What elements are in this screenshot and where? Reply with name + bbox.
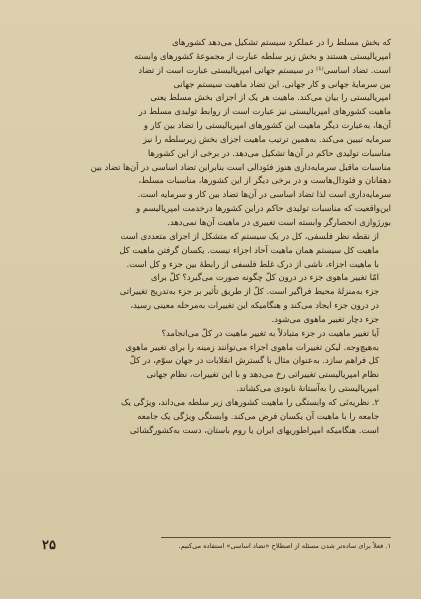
text-line: نظام امپریالیستی تغییراتی رخ می‌دهد و با این تغییرات، نظام جهانی	[146, 369, 379, 380]
text-line: جزء به‌منزلهٔ محیط فراگیر است. کلّ از طریق تأثیر بر جزء به‌تدریج تغییراتی	[119, 286, 379, 297]
text-line: است. هنگامیکه امپراطوریهای ایران یا روم باستان، دست به‌کشورگشائی	[129, 424, 379, 435]
text-line: ماهیت کل سیستم همان ماهیت آحاد اجزاء نیست. یکسان گرفتن ماهیت کل	[119, 244, 379, 255]
paragraph	[30, 271, 391, 326]
text-line: از نقطه نظر فلسفی، کل در یک سیستم که متشکل از اجزای متعددی است	[120, 230, 379, 241]
body-text	[30, 36, 391, 437]
text-line: جامعه را با ماهیت آن یکسان فرض می‌کند. وابستگی ویژگی یک جامعه	[137, 410, 379, 421]
text-line: کل فراهم سازد. به‌عنوان مثال با گسترش انقلابات در جهان سوّم، در کلّ	[129, 355, 379, 366]
text-line: است. تضاد اساسی⁽¹⁾ در سیستم جهانی امپریالیستی عبارت است از تضاد	[138, 64, 391, 75]
text-line: ماهیت کشورهای امپریالیستی نیز عبارت است از روابط تولیدی مسلط در	[138, 106, 391, 117]
text-line: سرمایه‌داری است لذا تضاد اساسی در آن‌ها تضاد بین کار و سرمایه است.	[137, 189, 391, 200]
text-line: در درون جزء ایجاد می‌کند و هنگامیکه این تغییرات به‌مرحله معینی رسید،	[130, 300, 379, 311]
text-line: ۲. نظریه‌ئی که وابستگی را ماهیت کشورهای زیر سلطه می‌داند، ویژگی یک	[120, 396, 379, 407]
text-line: مناسبات تولیدی حاکم در آن‌ها تشکیل می‌دهد. در برخی از این کشورها	[147, 147, 391, 158]
text-line: به‌هیچ‌وجه. لیکن تغییرات ماهوی اجزاء می‌توانند زمینه را برای تغییر ماهوی	[125, 341, 379, 352]
text-line: جزء دچار تغییر ماهوی می‌شود.	[271, 313, 379, 324]
footnote-divider	[161, 537, 391, 538]
text-line: آن‌ها، به‌عبارت دیگر ماهیت این کشورهای امپریالیستی را تضاد بین کار و	[143, 120, 391, 131]
text-line: این‌واقعیت که مناسبات تولیدی حاکم دراین کشورها درخدمت امپریالیسم و	[136, 203, 391, 214]
text-line: امّا تغییر ماهوی جزء در درون کلّ چگونه صورت می‌گیرد؟ کلّ برای	[150, 272, 379, 283]
paragraph	[30, 327, 391, 396]
text-line: بورژوازی انحصارگر وابسته است تغییری در ماهیت آن‌ها نمی‌دهد.	[167, 216, 391, 227]
paragraph	[30, 36, 391, 230]
text-line: سرمایه تبیین می‌کند. به‌همین ترتیب ماهیت اجزای بخش زیرسلطه را نیز	[142, 133, 391, 144]
text-line: امپریالیستی هستند و بخش زیر سلطه عبارت از مجموعهٔ کشورهای وابسته	[134, 50, 391, 61]
text-line: دهقانان و فئودال‌هاست و در برخی دیگر از این کشورها، مناسبات مسلط،	[138, 175, 391, 186]
text-line: بین سرمایهٔ جهانی و کار جهانی. این تضاد ماهیت سیستم جهانی	[173, 78, 391, 89]
text-line: مناسبات ماقبل سرمایه‌داری هنوز فئودالی است بنابراین تضاد اساسی در آن‌ها تضاد بین	[90, 161, 391, 172]
text-line: با ماهیت اجزاء، ناشی از درک غلط فلسفی از رابطهٔ بین جزء و کل است.	[126, 258, 379, 269]
text-line: که بخش مسلط را در عملکرد سیستم تشکیل می‌دهد کشورهای	[171, 37, 391, 47]
text-line: امپریالیستی را بیان می‌کند. ماهیت هر یک از اجزای بخش مسلط یعنی	[150, 92, 391, 103]
paragraph	[30, 230, 391, 272]
paragraph	[30, 396, 391, 438]
footnote: ۱. فعلاً برای ساده‌تر شدن مسئله از اصطلاح «تضاد اساسی» استفاده می‌کنیم.	[178, 542, 391, 550]
text-line: امپریالیستی را به‌آستانهٔ نابودی می‌کشاند.	[236, 383, 379, 394]
page-number: ۲۵	[42, 538, 56, 553]
text-line: آیا تغییر ماهیت در جزء متبادلاً به تغییر ماهیت در کلّ می‌انجامد؟	[161, 327, 379, 338]
